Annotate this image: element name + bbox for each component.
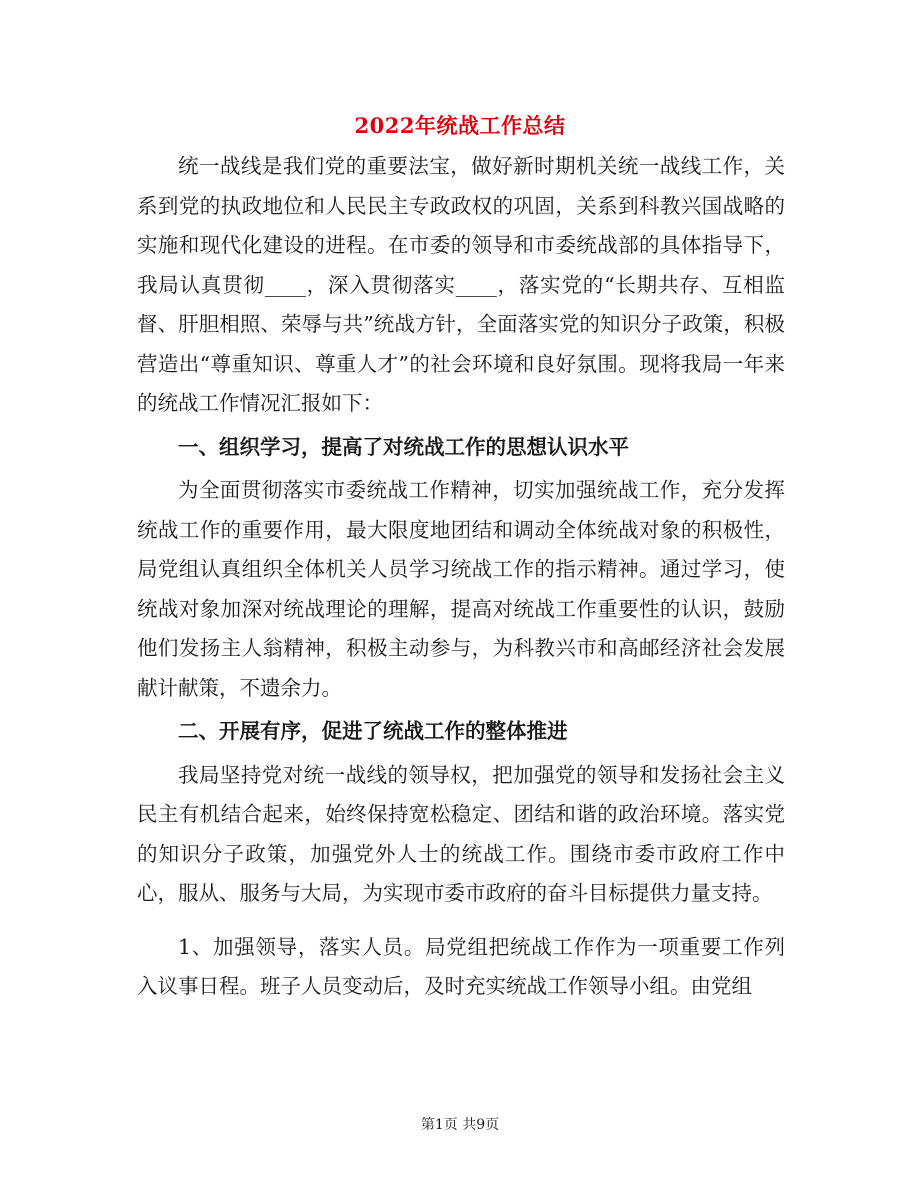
section-heading-1: 一、组织学习，提高了对统战工作的思想认识水平 bbox=[178, 434, 629, 459]
page-number-footer: 第1页 共9页 bbox=[420, 1117, 500, 1133]
document-body bbox=[137, 147, 785, 1007]
paragraph-item-1: 1、加强领导，落实人员。局党组把统战工作作为一项重要工作列入议事日程。班子人员变动后，及时充实统战工作领导小组。由党组 bbox=[137, 934, 785, 998]
paragraph-section-2: 我局坚持党对统一战线的领导权，把加强党的领导和发扬社会主义民主有机结合起来，始终保持宽松稳定、团结和谐的政治环境。落实党的知识分子政策，加强党外人士的统战工作。围绕市委市政府工作中心，服从、服务与大局，为实现市委市政府的奋斗目标提供力量支持。 bbox=[137, 762, 785, 905]
section-heading-2: 二、开展有序，促进了统战工作的整体推进 bbox=[178, 719, 568, 743]
paragraph-section-1: 为全面贯彻落实市委统战工作精神，切实加强统战工作，充分发挥统战工作的重要作用，最大限度地团结和调动全体统战对象的积极性，局党组认真组织全体机关人员学习统战工作的指示精神。通过学习，使统战对象加深对统战理论的理解，提高对统战工作重要性的认识，鼓励他们发扬主人翁精神，积极主动参与，为科教兴市和高邮经济社会发展献计献策，不遗余力。 bbox=[137, 478, 785, 700]
paragraph-intro: 统一战线是我们党的重要法宝，做好新时期机关统一战线工作，关系到党的执政地位和人民民主专政政权的巩固，关系到科教兴国战略的实施和现代化建设的进程。在市委的领导和市委统战部的具体指导下，我局认真贯彻____，深入贯彻落实____，落实党的“长期共存、互相监督、肝胆相照、荣辱与共”统战方针，全面落实党的知识分子政策，积极营造出“尊重知识、尊重人才”的社会环境和良好氛围。现将我局一年来的统战工作情况汇报如下： bbox=[137, 154, 785, 415]
document-title: 2022年统战工作总结 bbox=[354, 113, 566, 138]
